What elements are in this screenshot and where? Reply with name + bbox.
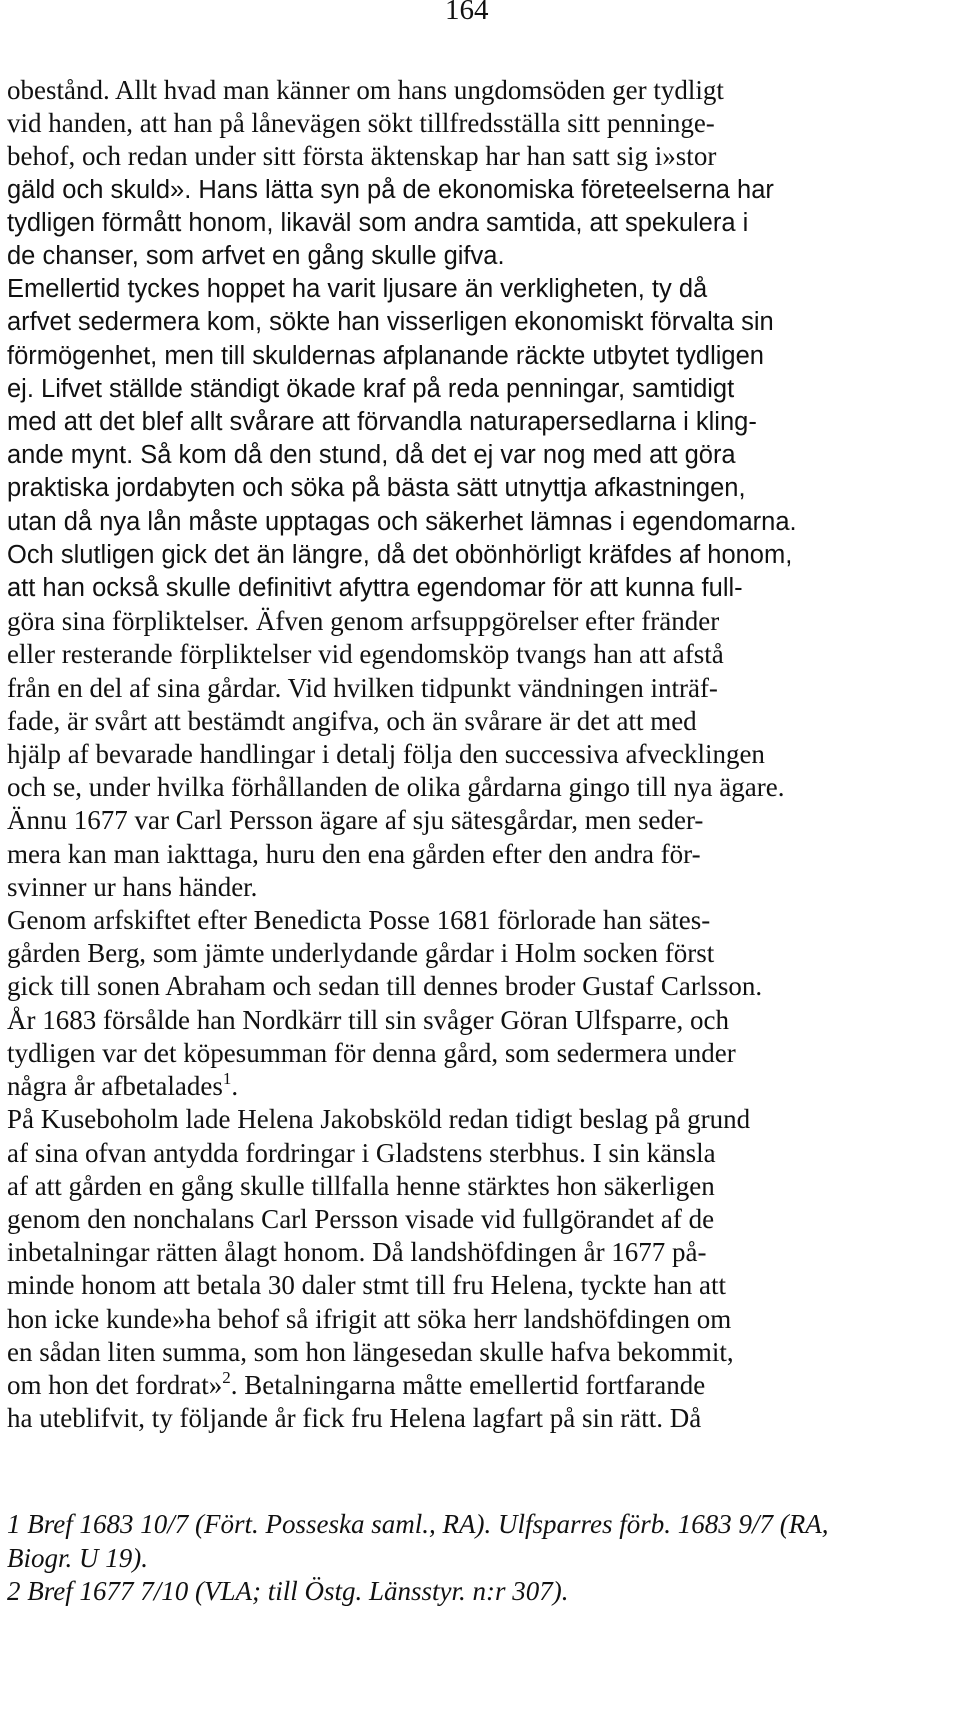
text-line: arfvet sedermera kom, sökte han visserligen ekonomiskt förvalta sin <box>7 308 774 337</box>
text-line: gick till sonen Abraham och sedan till dennes broder Gustaf Carlsson. <box>7 971 763 1002</box>
text-line: från en del af sina gårdar. Vid hvilken tidpunkt vändningen inträf- <box>7 672 718 703</box>
footnote-line: 1 Bref 1683 10/7 (Fört. Posseska saml., RA). Ulfsparres förb. 1683 9/7 (RA, <box>7 1509 829 1539</box>
text-line: att han också skulle definitivt afyttra egendomar för att kunna full- <box>7 574 743 603</box>
text-segment: några år afbetalades <box>7 1071 223 1102</box>
text-line: eller resterande förpliktelser vid egendomsköp tvangs han att afstå <box>7 639 724 670</box>
text-line: tydligen förmått honom, likaväl som andra samtida, att spekulera i <box>7 208 749 237</box>
text-line: genom den nonchalans Carl Persson visade vid fullgörandet af de <box>7 1203 715 1234</box>
text-line-with-footnote-ref <box>7 1070 957 1103</box>
text-line: ha uteblifvit, ty följande år fick fru Helena lagfart på sin rätt. Då <box>7 1403 702 1434</box>
text-line: tydligen var det köpesumman för denna gård, som sedermera under <box>7 1037 736 1068</box>
body-text <box>7 74 957 1435</box>
text-line: hjälp af bevarade handlingar i detalj följa den successiva afvecklingen <box>7 739 765 770</box>
text-segment: . Betalningarna måtte emellertid fortfarande <box>230 1369 706 1400</box>
text-line: och se, under hvilka förhållanden de olika gårdarna gingo till nya ägare. <box>7 772 785 803</box>
text-line: minde honom att betala 30 daler stmt till fru Helena, tyckte han att <box>7 1270 727 1301</box>
text-line: ej. Lifvet ställde ständigt ökade kraf på reda penningar, samtidigt <box>7 374 735 403</box>
footnote-line: 2 Bref 1677 7/10 (VLA; till Östg. Länsstyr. n:r 307). <box>7 1576 569 1606</box>
text-line: inbetalningar rätten ålagt honom. Då landshöfdingen år 1677 på- <box>7 1237 707 1268</box>
text-line: År 1683 försålde han Nordkärr till sin svåger Göran Ulfsparre, och <box>7 1004 730 1035</box>
text-line: Genom arfskiftet efter Benedicta Posse 1681 förlorade han sätes- <box>7 905 711 936</box>
text-line: fade, är svårt att bestämdt angifva, och än svårare är det att med <box>7 705 697 736</box>
text-segment: om hon det fordrat» <box>7 1369 223 1400</box>
footnote-reference: 2 <box>222 1367 231 1387</box>
text-line: vid handen, att han på lånevägen sökt tillfredsställa sitt penninge- <box>7 108 715 139</box>
text-line: mera kan man iakttaga, huru den ena gården efter den andra för- <box>7 838 701 869</box>
text-line: behof, och redan under sitt första äktenskap har han satt sig i»stor <box>7 141 717 172</box>
footnotes <box>7 1508 957 1609</box>
text-line: göra sina förpliktelser. Äfven genom arfsuppgörelser efter fränder <box>7 606 720 637</box>
text-line: en sådan liten summa, som hon längesedan skulle hafva bekommit, <box>7 1336 734 1367</box>
text-line: obestånd. Allt hvad man känner om hans ungdomsöden ger tydligt <box>7 75 724 105</box>
text-line: de chanser, som arfvet en gång skulle gifva. <box>7 242 505 271</box>
page-number: 164 <box>445 0 489 26</box>
footnote-reference: 1 <box>222 1069 232 1089</box>
text-line: af sina ofvan antydda fordringar i Gladstens sterbhus. I sin känsla <box>7 1137 716 1168</box>
text-line: hon icke kunde»ha behof så ifrigit att söka herr landshöfdingen om <box>7 1303 732 1334</box>
text-line: ande mynt. Så kom då den stund, då det ej var nog med att göra <box>7 441 736 470</box>
text-line: gården Berg, som jämte underlydande gårdar i Holm socken först <box>7 938 715 969</box>
text-line: Emellertid tyckes hoppet ha varit ljusare än verkligheten, ty då <box>7 275 708 304</box>
footnote-line: Biogr. U 19). <box>7 1542 148 1573</box>
text-line: svinner ur hans händer. <box>7 871 258 902</box>
text-line: Ännu 1677 var Carl Persson ägare af sju sätesgårdar, men seder- <box>7 805 704 836</box>
text-line: förmögenhet, men till skuldernas afplanande räckte utbytet tydligen <box>7 341 764 370</box>
text-line: utan då nya lån måste upptagas och säkerhet lämnas i egendomarna. <box>7 507 797 536</box>
text-line: med att det blef allt svårare att förvandla naturapersedlarna i kling- <box>7 408 757 437</box>
text-line: Och slutligen gick det än längre, då det obönhörligt kräfdes af honom, <box>7 540 793 569</box>
text-segment: . <box>231 1071 239 1102</box>
text-line: af att gården en gång skulle tillfalla henne stärktes hon säkerligen <box>7 1170 715 1201</box>
text-line: På Kuseboholm lade Helena Jakobsköld redan tidigt beslag på grund <box>7 1104 751 1135</box>
text-line: gäld och skuld». Hans lätta syn på de ekonomiska företeelserna har <box>7 175 774 204</box>
text-line-with-footnote-ref <box>7 1369 957 1402</box>
text-line: praktiska jordabyten och söka på bästa sätt utnyttja afkastningen, <box>7 474 746 503</box>
